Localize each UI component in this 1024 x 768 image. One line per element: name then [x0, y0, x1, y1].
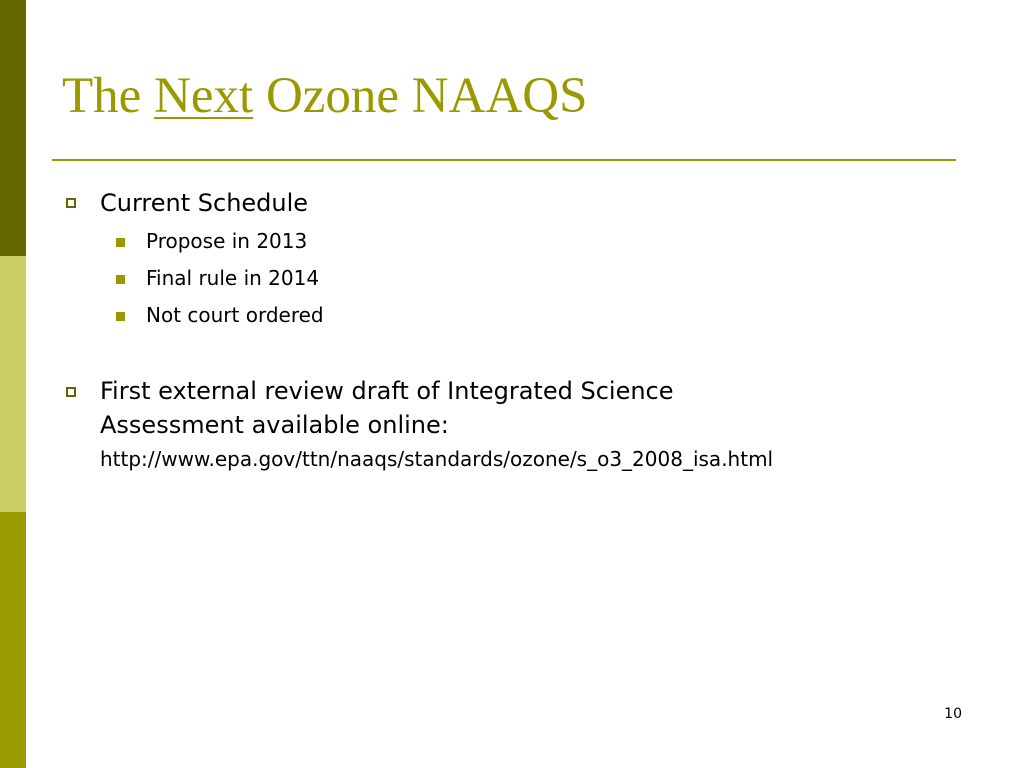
title-prefix: The [62, 68, 155, 124]
slide-number: 10 [944, 706, 962, 722]
square-bullet-icon [116, 275, 125, 284]
title-suffix: Ozone NAAQS [253, 68, 588, 124]
square-bullet-icon [116, 312, 125, 321]
side-band-olive [0, 512, 26, 768]
title-divider [52, 159, 956, 161]
side-band-light [0, 256, 26, 512]
bullet-current-schedule: Current Schedule [100, 189, 309, 217]
sub-bullet-propose: Propose in 2013 [146, 229, 308, 253]
hollow-square-bullet-icon [66, 387, 76, 397]
bullet-isa-line2: Assessment available online: [100, 411, 449, 439]
isa-url-link[interactable]: http://www.epa.gov/ttn/naaqs/standards/ozone/s_o3_2008_isa.html [100, 447, 774, 471]
title-emphasis: Next [154, 68, 254, 124]
slide-title [62, 66, 587, 126]
square-bullet-icon [116, 238, 125, 247]
sub-bullet-final-rule: Final rule in 2014 [146, 266, 320, 290]
sub-bullet-not-court-ordered: Not court ordered [146, 303, 324, 327]
side-band-dark [0, 0, 26, 256]
hollow-square-bullet-icon [66, 198, 76, 208]
bullet-isa-line1: First external review draft of Integrated Science [100, 377, 674, 405]
